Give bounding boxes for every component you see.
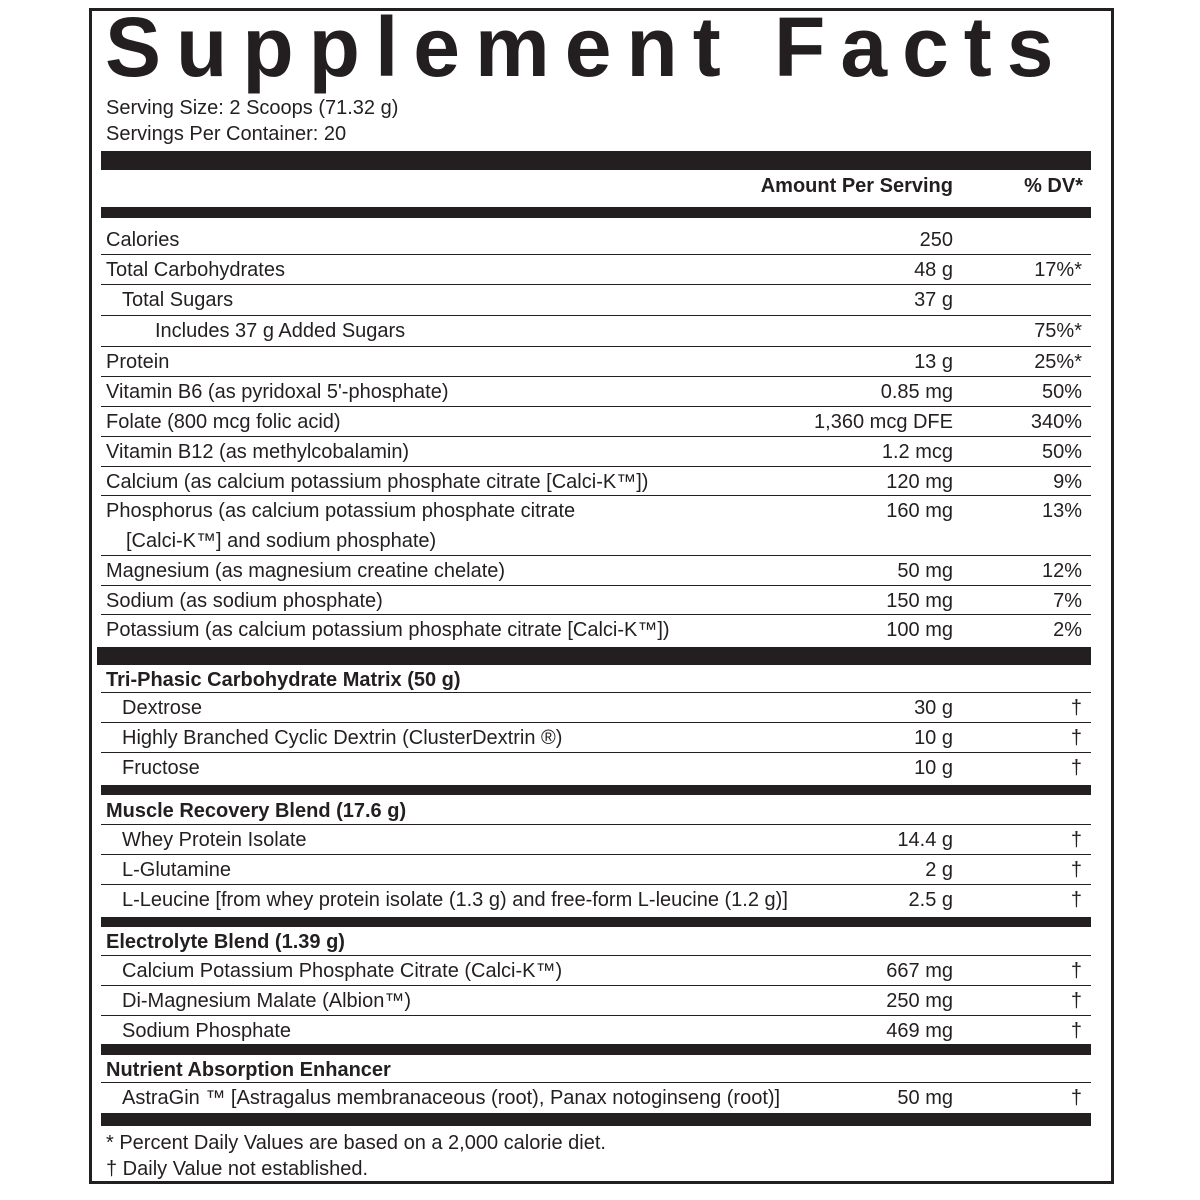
ingredient-dv: † bbox=[1070, 697, 1082, 719]
ingredient-dv: † bbox=[1070, 960, 1082, 982]
nutrient-row bbox=[101, 556, 1091, 586]
blend-ingredient-row bbox=[101, 855, 1091, 885]
blend-header bbox=[101, 1055, 1091, 1083]
nutrient-amount: 13 g bbox=[914, 351, 953, 373]
nutrient-amount: 1.2 mcg bbox=[881, 441, 953, 463]
nutrient-row bbox=[101, 467, 1091, 496]
nutrient-amount: 120 mg bbox=[886, 471, 953, 493]
ingredient-name: Sodium Phosphate bbox=[122, 1020, 292, 1042]
ingredient-name: Fructose bbox=[122, 757, 200, 779]
ingredient-amount: 50 mg bbox=[897, 1087, 953, 1109]
nutrient-amount: 100 mg bbox=[886, 619, 953, 641]
blend-ingredient-row bbox=[101, 986, 1091, 1016]
nutrient-name: Vitamin B6 (as pyridoxal 5'-phosphate) bbox=[106, 381, 449, 403]
thick-divider bbox=[97, 647, 1091, 665]
blend-title: Muscle Recovery Blend (17.6 g) bbox=[106, 800, 407, 822]
blend-ingredient-row bbox=[101, 825, 1091, 855]
blend-ingredient-row bbox=[101, 1083, 1091, 1113]
ingredient-amount: 469 mg bbox=[886, 1020, 953, 1042]
thick-divider bbox=[101, 151, 1091, 170]
nutrient-row bbox=[101, 615, 1091, 645]
nutrient-name: Includes 37 g Added Sugars bbox=[155, 320, 406, 342]
daily-value-footnote: * Percent Daily Values are based on a 2,000 calorie diet. bbox=[106, 1132, 606, 1154]
nutrient-row bbox=[101, 285, 1091, 316]
blend-title: Nutrient Absorption Enhancer bbox=[106, 1059, 391, 1081]
nutrient-amount: 48 g bbox=[914, 259, 953, 281]
nutrient-row bbox=[101, 316, 1091, 347]
nutrient-dv: 2% bbox=[1053, 619, 1082, 641]
nutrient-row bbox=[101, 407, 1091, 437]
ingredient-amount: 10 g bbox=[914, 757, 953, 779]
ingredient-name: Di-Magnesium Malate (Albion™) bbox=[122, 990, 411, 1012]
blend-ingredient-row bbox=[101, 1016, 1091, 1044]
dv-header: % DV* bbox=[1024, 175, 1083, 197]
nutrient-dv: 75%* bbox=[1034, 320, 1082, 342]
ingredient-amount: 30 g bbox=[914, 697, 953, 719]
nutrient-dv: 25%* bbox=[1034, 351, 1082, 373]
ingredient-amount: 10 g bbox=[914, 727, 953, 749]
panel-title: Supplement Facts bbox=[105, 0, 1069, 94]
divider bbox=[101, 1044, 1091, 1055]
divider bbox=[101, 785, 1091, 795]
nutrient-dv: 50% bbox=[1041, 441, 1082, 463]
nutrient-dv: 9% bbox=[1053, 471, 1082, 493]
blend-title: Electrolyte Blend (1.39 g) bbox=[106, 931, 345, 953]
ingredient-name: Calcium Potassium Phosphate Citrate (Calci-K™) bbox=[122, 960, 563, 982]
nutrient-dv: 12% bbox=[1041, 560, 1082, 582]
nutrient-amount: 150 mg bbox=[886, 590, 953, 612]
serving-size: Serving Size: 2 Scoops (71.32 g) bbox=[106, 97, 399, 119]
nutrient-amount: 0.85 mg bbox=[880, 381, 953, 403]
ingredient-dv: † bbox=[1070, 727, 1082, 749]
nutrient-name: Sodium (as sodium phosphate) bbox=[106, 590, 383, 612]
nutrient-name-continued: [Calci-K™] and sodium phosphate) bbox=[126, 530, 437, 552]
nutrient-amount: 50 mg bbox=[897, 560, 953, 582]
blend-ingredient-row bbox=[101, 956, 1091, 986]
blend-ingredient-row bbox=[101, 885, 1091, 915]
thick-divider bbox=[101, 207, 1091, 218]
ingredient-amount: 14.4 g bbox=[897, 829, 953, 851]
nutrient-row bbox=[101, 225, 1091, 255]
nutrient-row bbox=[101, 347, 1091, 377]
nutrient-amount: 250 bbox=[919, 229, 953, 251]
ingredient-dv: † bbox=[1070, 757, 1082, 779]
nutrient-dv: 340% bbox=[1030, 411, 1082, 433]
ingredient-name: L-Glutamine bbox=[122, 859, 231, 881]
nutrient-name: Total Sugars bbox=[122, 289, 234, 311]
dagger-footnote: † Daily Value not established. bbox=[106, 1158, 369, 1180]
nutrient-row bbox=[101, 496, 1091, 556]
nutrient-name: Vitamin B12 (as methylcobalamin) bbox=[106, 441, 410, 463]
ingredient-name: Highly Branched Cyclic Dextrin (ClusterDextrin ®) bbox=[122, 727, 563, 749]
nutrient-dv: 7% bbox=[1053, 590, 1082, 612]
nutrient-name: Magnesium (as magnesium creatine chelate) bbox=[106, 560, 506, 582]
nutrient-row bbox=[101, 255, 1091, 285]
blend-header bbox=[101, 927, 1091, 956]
ingredient-dv: † bbox=[1070, 859, 1082, 881]
nutrient-amount: 1,360 mcg DFE bbox=[814, 411, 953, 433]
ingredient-name: Whey Protein Isolate bbox=[122, 829, 307, 851]
ingredient-dv: † bbox=[1070, 990, 1082, 1012]
ingredient-amount: 250 mg bbox=[886, 990, 953, 1012]
blend-ingredient-row bbox=[101, 693, 1091, 723]
ingredient-dv: † bbox=[1070, 1020, 1082, 1042]
ingredient-name: L-Leucine [from whey protein isolate (1.3 g) and free-form L-leucine (1.2 g)] bbox=[122, 889, 788, 911]
nutrient-row bbox=[101, 377, 1091, 407]
nutrient-name: Total Carbohydrates bbox=[106, 259, 285, 281]
nutrient-name: Potassium (as calcium potassium phosphate citrate [Calci-K™]) bbox=[106, 619, 670, 641]
nutrient-name: Calories bbox=[106, 229, 180, 251]
ingredient-dv: † bbox=[1070, 1087, 1082, 1109]
ingredient-dv: † bbox=[1070, 829, 1082, 851]
ingredient-name: Dextrose bbox=[122, 697, 203, 719]
ingredient-amount: 2.5 g bbox=[908, 889, 953, 911]
nutrient-amount: 160 mg bbox=[886, 500, 953, 522]
ingredient-dv: † bbox=[1070, 889, 1082, 911]
nutrient-name: Phosphorus (as calcium potassium phosphate citrate bbox=[106, 500, 576, 522]
divider bbox=[101, 917, 1091, 927]
nutrient-dv: 50% bbox=[1041, 381, 1082, 403]
nutrient-dv: 17%* bbox=[1034, 259, 1082, 281]
blend-header bbox=[101, 665, 1091, 693]
nutrient-name: Protein bbox=[106, 351, 170, 373]
nutrient-name: Folate (800 mcg folic acid) bbox=[106, 411, 341, 433]
nutrient-row bbox=[101, 586, 1091, 615]
amount-per-serving-header: Amount Per Serving bbox=[760, 175, 953, 197]
nutrient-dv: 13% bbox=[1041, 500, 1082, 522]
thick-divider bbox=[101, 1113, 1091, 1126]
servings-per-container: Servings Per Container: 20 bbox=[106, 123, 347, 145]
blend-title: Tri-Phasic Carbohydrate Matrix (50 g) bbox=[106, 669, 461, 691]
nutrient-name: Calcium (as calcium potassium phosphate citrate [Calci-K™]) bbox=[106, 471, 649, 493]
blend-ingredient-row bbox=[101, 723, 1091, 753]
blend-ingredient-row bbox=[101, 753, 1091, 783]
nutrient-amount: 37 g bbox=[914, 289, 953, 311]
nutrient-row bbox=[101, 437, 1091, 467]
ingredient-amount: 667 mg bbox=[886, 960, 953, 982]
ingredient-name: AstraGin ™ [Astragalus membranaceous (root), Panax notoginseng (root)] bbox=[122, 1087, 781, 1109]
blend-header bbox=[101, 796, 1091, 825]
ingredient-amount: 2 g bbox=[925, 859, 953, 881]
